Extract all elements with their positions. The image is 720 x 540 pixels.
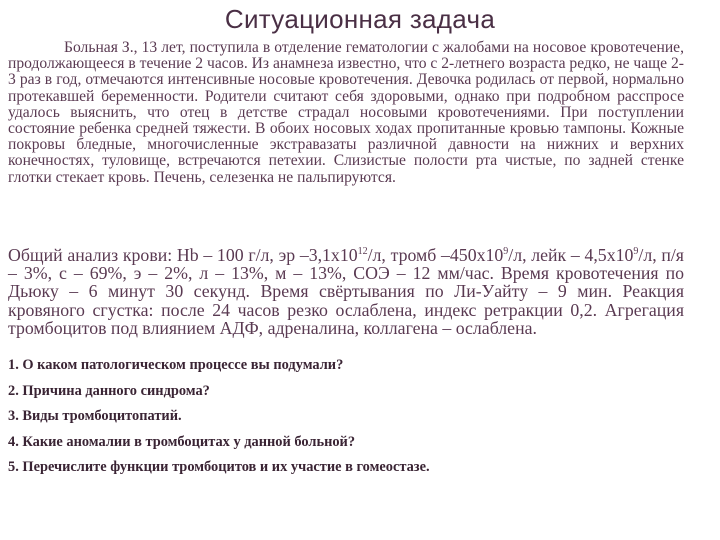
case-description-paragraph: Больная З., 13 лет, поступила в отделение гематологии с жалобами на носовое кровотечение, продолжающееся в течение 2 часов. Из анамнеза известно, что с 2-летнего возраста редко, не чаще 2-3 раз в год, отмечаются интенсивные носовые кровотечения. Девочка родилась от первой, нормально протекавшей беременности. Родители считают себя здоровыми, однако при подробном расспросе удалось выяснить, что отец в детстве страдал носовыми кровотечениями. При поступлении состояние ребенка средней тяжести. В обоих носовых ходах пропитанные кровью тампоны. Кожные покровы бледные, многочисленные экстравазаты различной давности на нижних и верхних конечностях, туловище, встречаются петехии. Слизистые полости рта чистые, по задней стенке глотки стекает кровь. Печень, селезенка не пальпируются.: [8, 39, 684, 186]
question-item: 3. Виды тромбоцитопатий.: [8, 408, 182, 424]
question-item: 5. Перечислите функции тромбоцитов и их участие в гомеостазе.: [8, 459, 430, 475]
question-item: 2. Причина данного синдрома?: [8, 382, 210, 399]
exponent-leukocytes: 9: [633, 246, 639, 258]
blood-test-text-part-3: /л, лейк – 4,5x10: [508, 245, 634, 265]
exponent-erythrocytes: 12: [357, 246, 368, 258]
questions-list: [8, 353, 698, 481]
blood-test-text-part-1: Общий анализ крови: Hb – 100 г/л, эр –3,1x10: [8, 245, 358, 265]
blood-test-text-part-4: /л, п/я – 3%, с – 69%, э – 2%, л – 13%, м – 13%, СОЭ – 12 мм/час. Время кровотечения по Дьюку – 6 минут 30 секунд. Время свёртывания по Ли-Уайту – 9 мин. Реакция кровяного сгустка: после 24 часов резко ослаблена, индекс ретракции 0,2. Агрегация тромбоцитов под влиянием АДФ, адреналина, коллагена – ослаблена.: [8, 245, 684, 338]
question-item: 1. О каком патологическом процессе вы подумали?: [8, 357, 344, 373]
blood-test-text-part-2: /л, тромб –450x10: [367, 245, 504, 265]
question-item: 4. Какие аномалии в тромбоцитах у данной больной?: [8, 433, 356, 450]
blood-test-paragraph: [8, 246, 684, 337]
exponent-platelets: 9: [503, 246, 509, 258]
slide-title: Ситуационная задача: [224, 4, 496, 34]
